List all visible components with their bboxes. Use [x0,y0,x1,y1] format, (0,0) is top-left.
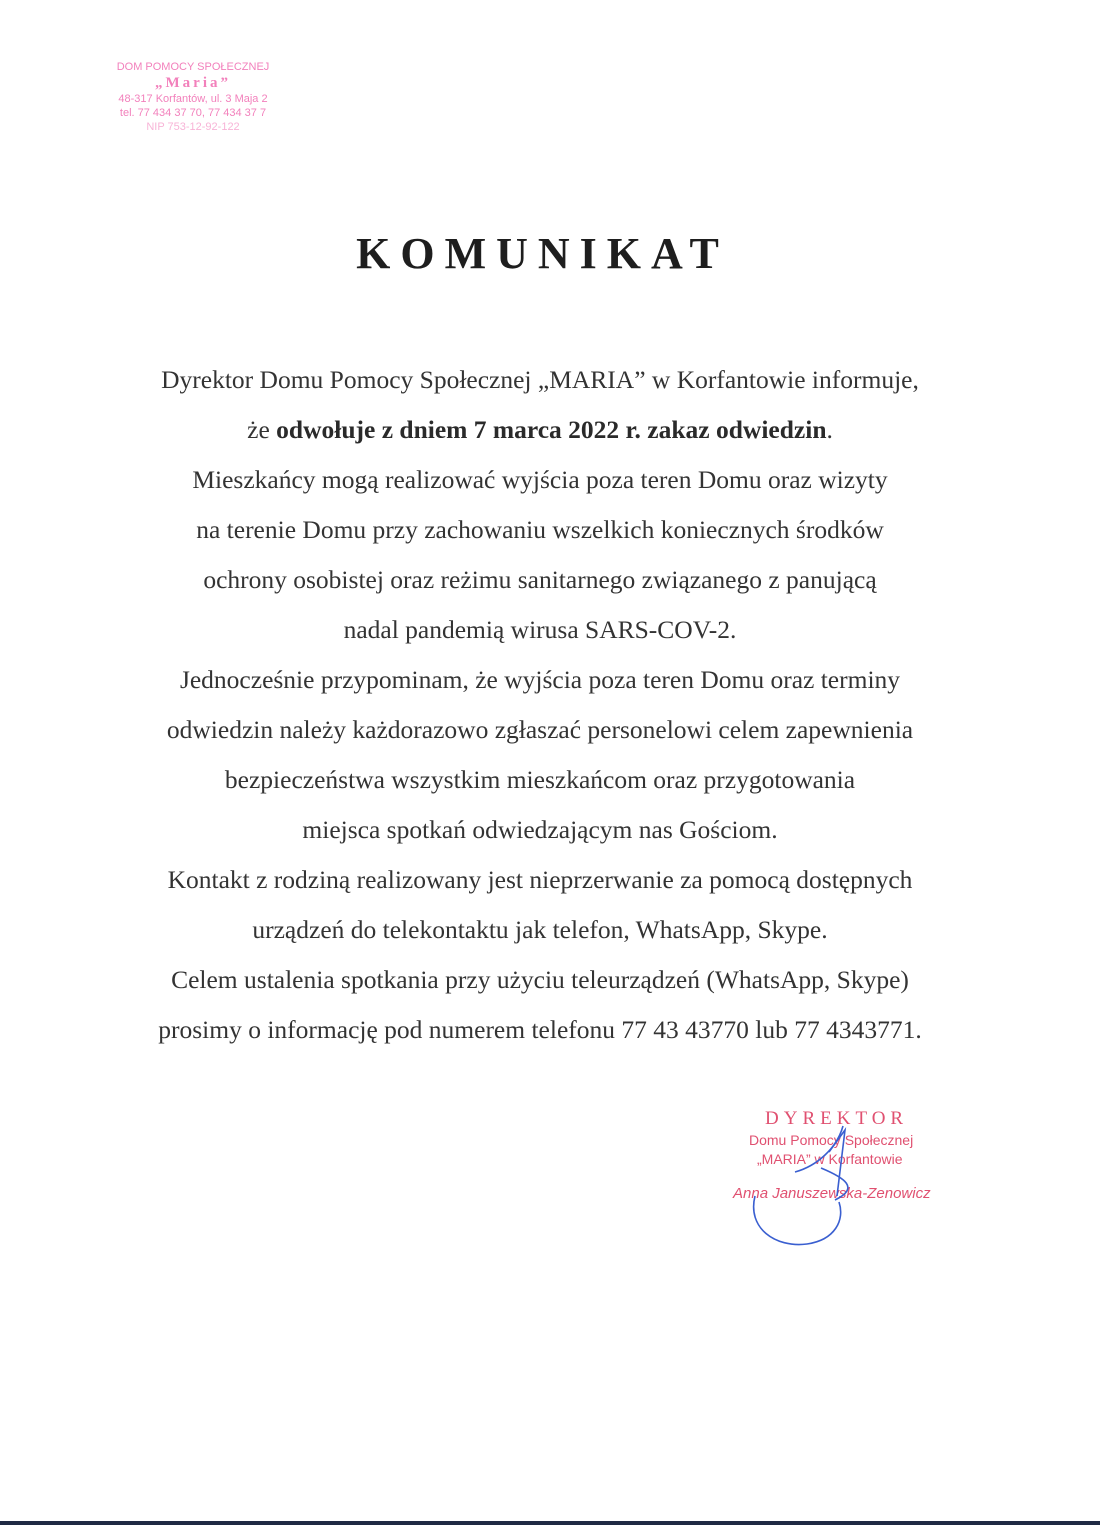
body-emphasis: odwołuje z dniem 7 marca 2022 r. zakaz odwiedzin [276,415,827,444]
handwritten-signature-icon [725,1108,975,1258]
body-line-prefix: że [247,415,277,444]
body-line: odwiedzin należy każdorazowo zgłaszać personelowi celem zapewnienia [166,715,914,744]
signature-title: DYREKTOR [765,1108,909,1129]
signature-org-line: Domu Pomocy Społecznej [749,1132,914,1148]
stamp-org-line: DOM POMOCY SPOŁECZNEJ [116,61,270,73]
announcement-body [60,355,1020,1055]
body-line: bezpieczeństwa wszystkim mieszkańcom oraz przygotowania [224,765,856,794]
body-line: Jednocześnie przypominam, że wyjścia poza teren Domu oraz terminy [179,665,901,694]
stamp-address: 48-317 Korfantów, ul. 3 Maja 2 [118,93,268,105]
body-line: nadal pandemią wirusa SARS-COV-2. [343,615,737,644]
document-title: KOMUNIKAT [356,229,729,278]
body-line: Mieszkańcy mogą realizować wyjścia poza teren Domu oraz wizyty [192,465,888,494]
body-line: Kontakt z rodziną realizowany jest nieprzerwanie za pomocą dostępnych [167,865,913,894]
body-line: miejsca spotkań odwiedzającym nas Gościom. [302,815,778,844]
body-line-suffix: . [826,415,833,444]
body-line: urządzeń do telekontaktu jak telefon, WhatsApp, Skype. [252,915,828,944]
stamp-org-name: „Maria” [155,75,231,91]
body-line: na terenie Domu przy zachowaniu wszelkich koniecznych środków [196,515,884,544]
body-line-bold [60,405,1020,455]
director-signature-stamp [725,1108,975,1258]
body-line: Celem ustalenia spotkania przy użyciu teleurządzeń (WhatsApp, Skype) [171,965,909,994]
body-line: prosimy o informację pod numerem telefonu 77 43 43770 lub 77 4343771. [158,1015,922,1044]
signature-org-line: „MARIA” w Korfantowie [757,1151,903,1167]
signature-name: Anna Januszewska-Zenowicz [733,1185,931,1202]
letterhead-stamp [58,60,328,134]
stamp-nip: NIP 753-12-92-122 [146,121,240,133]
stamp-phone: tel. 77 434 37 70, 77 434 37 7 [119,107,267,119]
body-line: Dyrektor Domu Pomocy Społecznej „MARIA” w Korfantowie informuje, [161,365,919,394]
page-bottom-edge [0,1521,1100,1525]
body-line: ochrony osobistej oraz reżimu sanitarnego związanego z panującą [203,565,877,594]
